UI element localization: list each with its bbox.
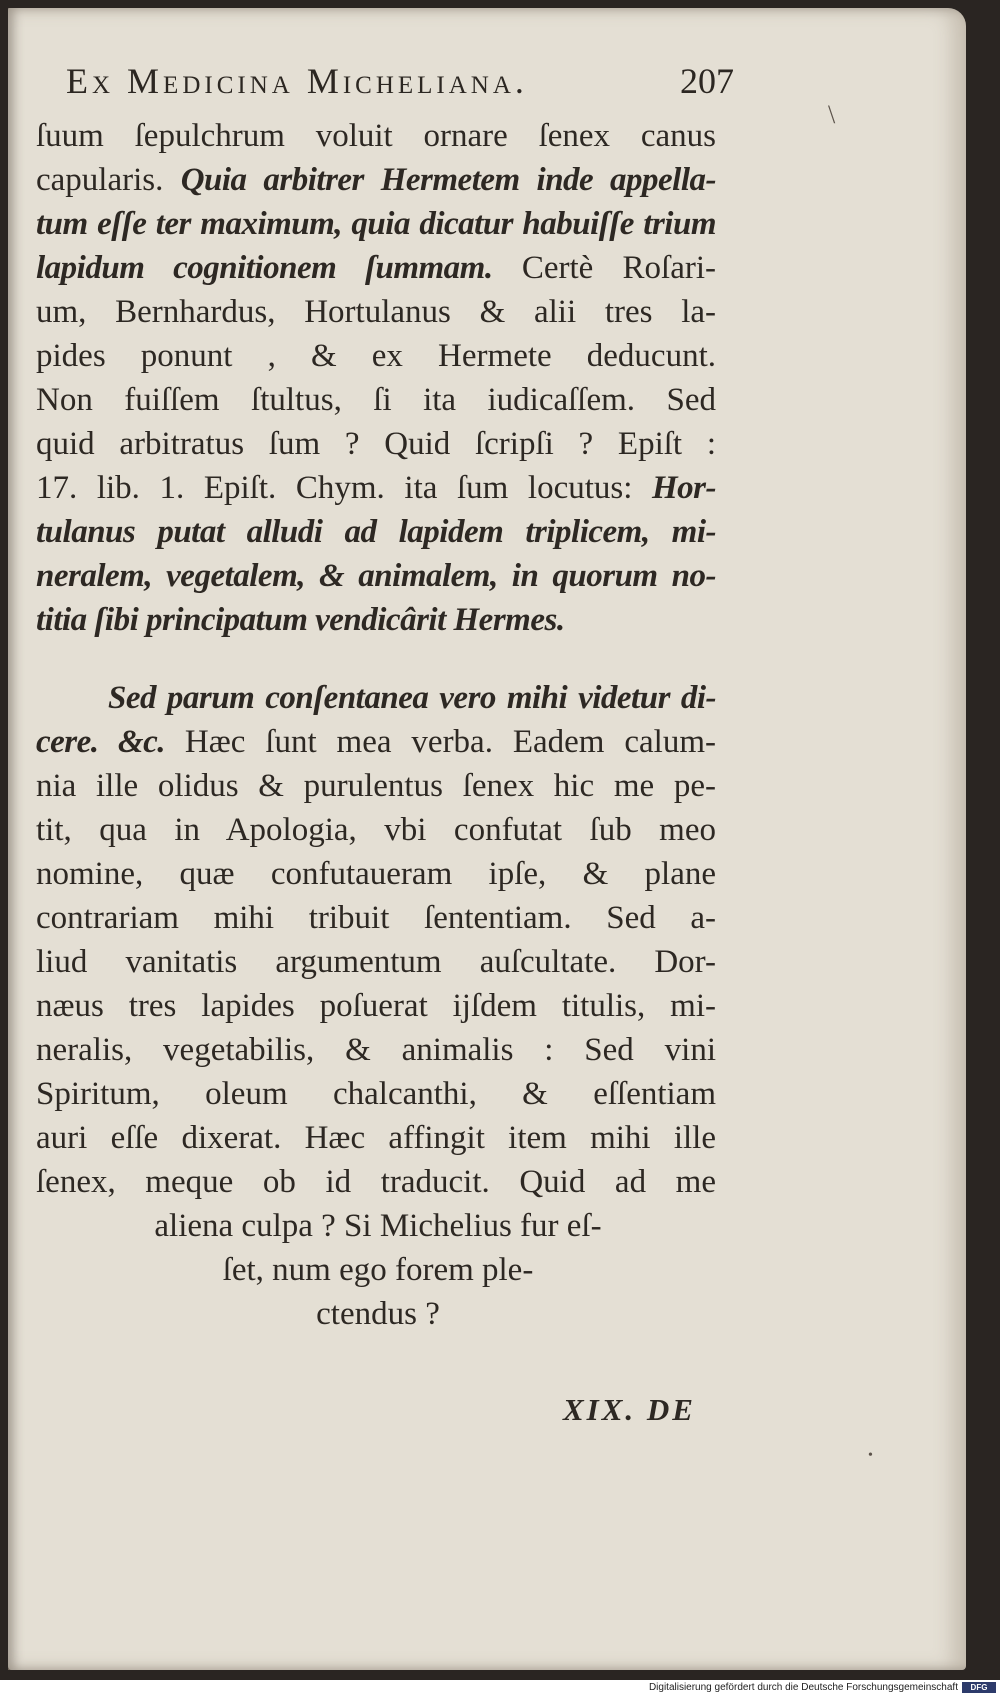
text-line: ſet, num ego forem ple- [222,1252,534,1288]
text-line: lapidum cognitionem ſummam. Certè Roſari- [36,250,716,286]
paper-mark: \ [828,100,836,129]
text-line: um, Bernhardus, Hortulanus & alii tres la- [36,294,716,330]
text-line: ctendus ? [316,1296,440,1332]
running-header [60,60,734,106]
text-line: næus tres lapides poſuerat ijſdem titulis, mi- [36,988,716,1024]
text-line: pides ponunt , & ex Hermete deducunt. [36,338,716,374]
text-line: 17. lib. 1. Epiſt. Chym. ita ſum locutus: Hor- [36,470,716,506]
text-line: capularis. Quia arbitrer Hermetem inde appella- [36,162,717,198]
text-line: auri eſſe dixerat. Hæc affingit item mihi ille [36,1120,716,1156]
dfg-logo: DFG [962,1682,996,1693]
text-line: tit, qua in Apologia, vbi confutat ſub meo [36,812,716,848]
text-line: quid arbitratus ſum ? Quid ſcripſi ? Epiſt : [36,426,716,462]
text-line: tum eſſe ter maximum, quia dicatur habuiſſe trium [36,206,716,242]
text-line: Non fuiſſem ſtultus, ſi ita iudicaſſem. Sed [36,382,716,418]
text-line: tulanus putat alludi ad lapidem triplicem, mi- [36,514,716,550]
text-line: ſenex, meque ob id traducit. Quid ad me [36,1164,716,1200]
paper-mark: • [868,1448,873,1463]
text-line: nomine, quæ confutaueram ipſe, & plane [36,856,716,892]
text-line: Sed parum conſentanea vero mihi videtur di- [108,680,716,716]
text-line: Spiritum, oleum chalcanthi, & eſſentiam [36,1076,716,1112]
text-line: nia ille olidus & purulentus ſenex hic me pe- [36,768,716,804]
text-line: cere. &c. Hæc ſunt mea verba. Eadem calum- [36,724,717,760]
text-line: ſuum ſepulchrum voluit ornare ſenex canus [36,118,716,154]
running-title: Ex Medicina Micheliana. [66,61,528,101]
text-line: liud vanitatis argumentum auſcultate. Dor- [36,944,716,980]
text-line: titia ſibi principatum vendicârit Hermes. [36,602,565,638]
digitization-credit: Digitalisierung gefördert durch die Deutsche Forschungsgemeinschaft [648,1682,958,1693]
text-line: neralem, vegetalem, & animalem, in quorum no- [36,558,716,594]
page-number: 207 [680,61,734,101]
text-line: contrariam mihi tribuit ſententiam. Sed a- [36,900,716,936]
book-page [8,8,966,1670]
catchword: XIX. DE [563,1392,696,1427]
text-line: aliena culpa ? Si Michelius fur eſ- [154,1208,602,1244]
text-line: neralis, vegetabilis, & animalis : Sed vini [36,1032,716,1068]
